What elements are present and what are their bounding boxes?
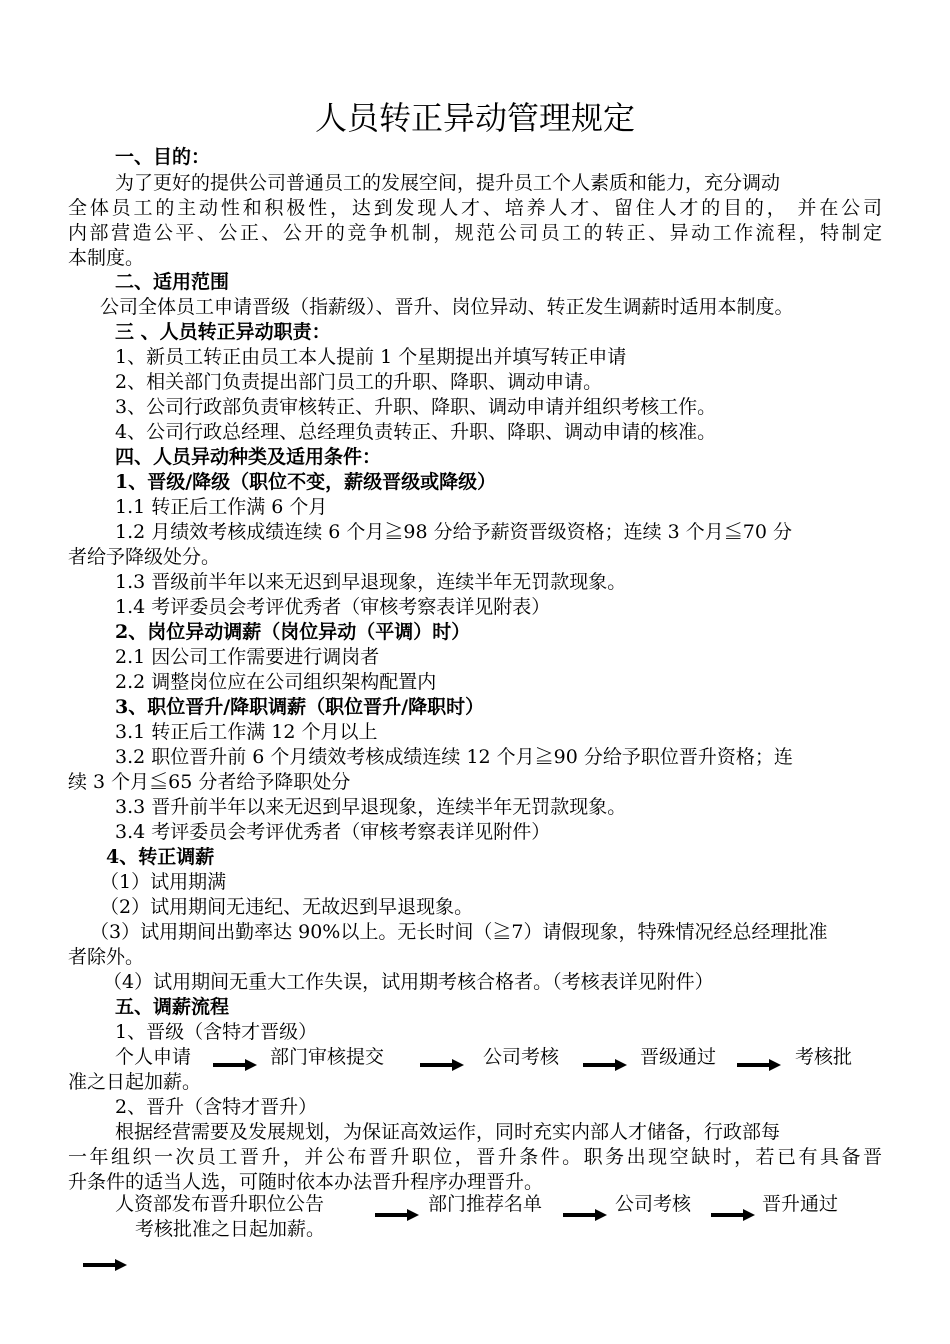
list-item: 4、公司行政总经理、总经理负责转正、升职、降职、调动申请的核准。 — [115, 421, 717, 443]
flow-tail: 考核批准之日起加薪。 — [135, 1218, 326, 1240]
list-item: 3.3 晋升前半年以来无迟到早退现象，连续半年无罚款现象。 — [115, 796, 627, 818]
list-item-continuation: 续 3 个月≦65 分者给予降职处分 — [68, 771, 351, 793]
flow-tail: 准之日起加薪。 — [68, 1071, 202, 1093]
list-item: （2）试用期间无违纪、无故迟到早退现象。 — [100, 896, 474, 918]
paragraph-line: 本制度。 — [68, 247, 145, 269]
flow-step: 晋升通过 — [762, 1193, 839, 1215]
paragraph-line: 全体员工的主动性和积极性，达到发现人才、培养人才、留住人才的目的， 并在公司 — [68, 197, 882, 219]
flow-step: 考核批 — [795, 1046, 853, 1068]
section-heading-duties: 三 、人员转正异动职责： — [115, 321, 331, 343]
list-item: 1.3 晋级前半年以来无迟到早退现象，连续半年无罚款现象。 — [115, 571, 627, 593]
flow-step: 部门审核提交 — [270, 1046, 385, 1068]
list-item: 1.2 月绩效考核成绩连续 6 个月≧98 分给予薪资晋级资格；连续 3 个月≦70 分 — [115, 521, 793, 543]
flow-step: 晋级通过 — [640, 1046, 717, 1068]
paragraph-line: 一年组织一次员工晋升，并公布晋升职位，晋升条件。职务出现空缺时，若已有具备晋 — [68, 1146, 882, 1168]
subsection-heading: 1、晋级/降级（职位不变，薪级晋级或降级） — [115, 471, 497, 493]
arrow-right-icon — [583, 1058, 627, 1072]
subsection-heading: 1、晋级（含特才晋级） — [115, 1021, 318, 1043]
list-item: 2.2 调整岗位应在公司组织架构配置内 — [115, 671, 437, 693]
subsection-heading: 2、岗位异动调薪（岗位异动（平调）时） — [115, 621, 471, 643]
list-item: 1.4 考评委员会考评优秀者（审核考察表详见附表） — [115, 596, 551, 618]
list-item: 2.1 因公司工作需要进行调岗者 — [115, 646, 380, 668]
arrow-right-icon — [213, 1058, 257, 1072]
paragraph-line: 内部营造公平、公正、公开的竞争机制，规范公司员工的转正、异动工作流程，特制定 — [68, 222, 882, 244]
flow-step: 个人申请 — [115, 1046, 192, 1068]
arrow-right-icon — [711, 1208, 755, 1222]
list-item: （3）试用期间出勤率达 90%以上。无长时间（≧7）请假现象，特殊情况经总经理批准 — [90, 921, 828, 943]
flow-step: 部门推荐名单 — [428, 1193, 543, 1215]
list-item: 3、公司行政部负责审核转正、升职、降职、调动申请并组织考核工作。 — [115, 396, 717, 418]
arrow-right-icon — [737, 1058, 781, 1072]
list-item: 1.1 转正后工作满 6 个月 — [115, 496, 328, 518]
subsection-heading: 3、职位晋升/降职调薪（职位晋升/降职时） — [115, 696, 485, 718]
section-heading-purpose: 一、目的： — [115, 146, 211, 168]
list-item: （1）试用期满 — [100, 871, 227, 893]
list-item: 3.4 考评委员会考评优秀者（审核考察表详见附件） — [115, 821, 551, 843]
list-item: 2、相关部门负责提出部门员工的升职、降职、调动申请。 — [115, 371, 603, 393]
section-heading-process: 五、调薪流程 — [115, 996, 230, 1018]
paragraph-line: 为了更好的提供公司普通员工的发展空间，提升员工个人素质和能力，充分调动 — [115, 172, 781, 194]
list-item: 1、新员工转正由员工本人提前 1 个星期提出并填写转正申请 — [115, 346, 627, 368]
subsection-heading: 2、晋升（含特才晋升） — [115, 1096, 318, 1118]
paragraph-line: 升条件的适当人选，可随时依本办法晋升程序办理晋升。 — [68, 1171, 544, 1193]
flow-step: 人资部发布晋升职位公告 — [115, 1193, 325, 1215]
section-heading-scope: 二、适用范围 — [115, 271, 230, 293]
subsection-heading: 4、转正调薪 — [106, 846, 215, 868]
paragraph-line: 根据经营需要及发展规划，为保证高效运作，同时充实内部人才储备，行政部每 — [115, 1121, 781, 1143]
flow-step: 公司考核 — [615, 1193, 692, 1215]
list-item-continuation: 者除外。 — [68, 946, 145, 968]
arrow-right-icon — [375, 1208, 419, 1222]
list-item: 3.2 职位晋升前 6 个月绩效考核成绩连续 12 个月≧90 分给予职位晋升资格；连 — [115, 746, 793, 768]
section-heading-types: 四、人员异动种类及适用条件： — [115, 446, 382, 468]
arrow-right-icon — [83, 1258, 127, 1272]
list-item: （4）试用期间无重大工作失误，试用期考核合格者。（考核表详见附件） — [103, 971, 714, 993]
arrow-right-icon — [563, 1208, 607, 1222]
flow-step: 公司考核 — [483, 1046, 560, 1068]
document-title: 人员转正异动管理规定 — [314, 99, 635, 137]
list-item-continuation: 者给予降级处分。 — [68, 546, 221, 568]
arrow-right-icon — [420, 1058, 464, 1072]
paragraph-line: 公司全体员工申请晋级（指薪级）、晋升、岗位异动、转正发生调薪时适用本制度。 — [100, 296, 794, 318]
list-item: 3.1 转正后工作满 12 个月以上 — [115, 721, 378, 743]
